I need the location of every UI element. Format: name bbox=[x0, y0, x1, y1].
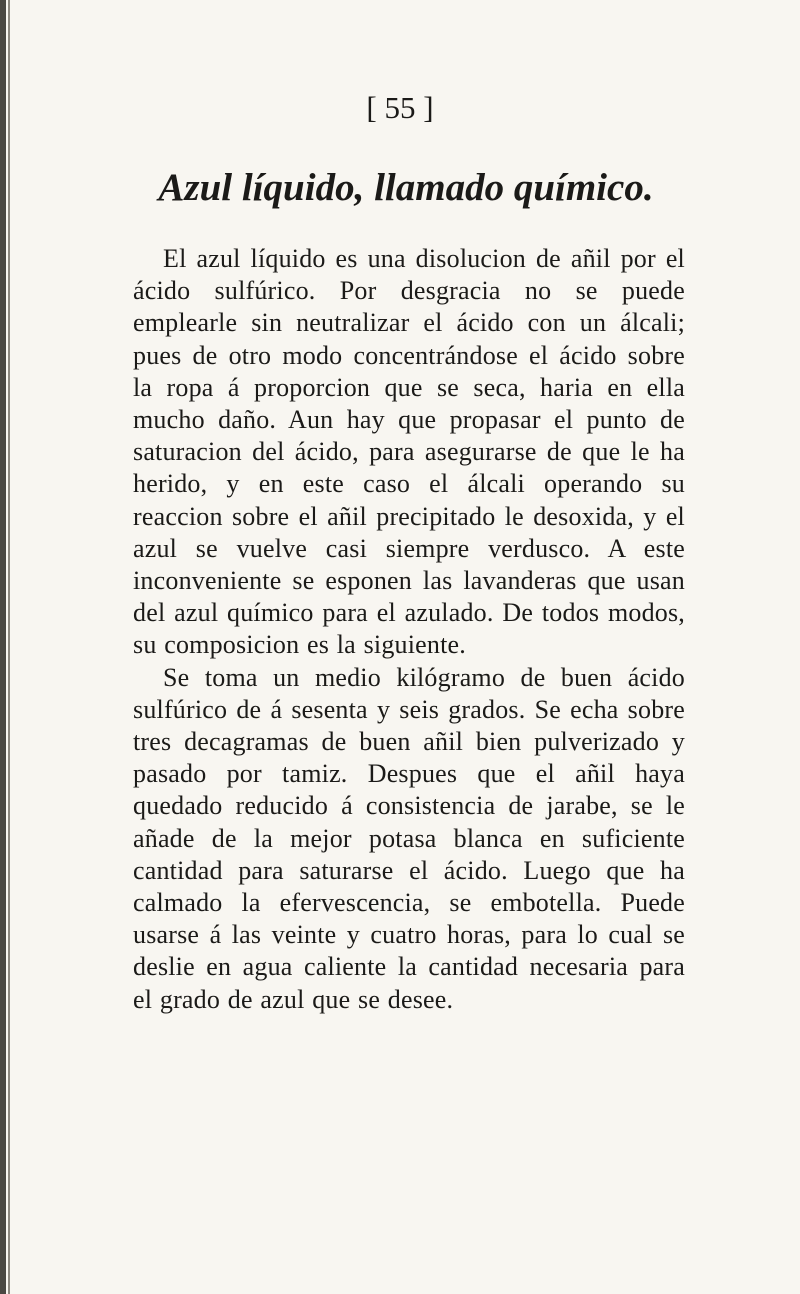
paragraph-1: El azul líquido es una disolucion de añil por el ácido sulfúrico. Por desgracia no se puede emplearle sin neutralizar el ácido con un álcali; pues de otro modo concentrándose el ácido sobre la ropa á proporcion que se seca, haria en ella mucho daño. Aun hay que propasar el punto de saturacion del ácido, para asegurarse de que le ha herido, y en este caso el álcali operando su reaccion sobre el añil precipitado le desoxida, y el azul se vuelve casi siempre verdusco. A este inconveniente se esponen las lavanderas que usan del azul químico para el azulado. De todos modos, su composicion es la siguiente. bbox=[133, 244, 685, 660]
page-number: [ 55 ] bbox=[366, 90, 434, 125]
body-text bbox=[133, 243, 685, 1016]
paragraph-2: Se toma un medio kilógramo de buen ácido sulfúrico de á sesenta y seis grados. Se echa sobre tres decagramas de buen añil bien pulverizado y pasado por tamiz. Despues que el añil haya quedado reducido á consistencia de jarabe, se le añade de la mejor potasa blanca en suficiente cantidad para saturarse el ácido. Luego que ha calmado la efervescencia, se embotella. Puede usarse á las veinte y cuatro horas, para lo cual se deslie en agua caliente la cantidad necesaria para el grado de azul que se desee. bbox=[133, 662, 685, 1014]
chapter-title: Azul líquido, llamado químico. bbox=[158, 166, 654, 209]
